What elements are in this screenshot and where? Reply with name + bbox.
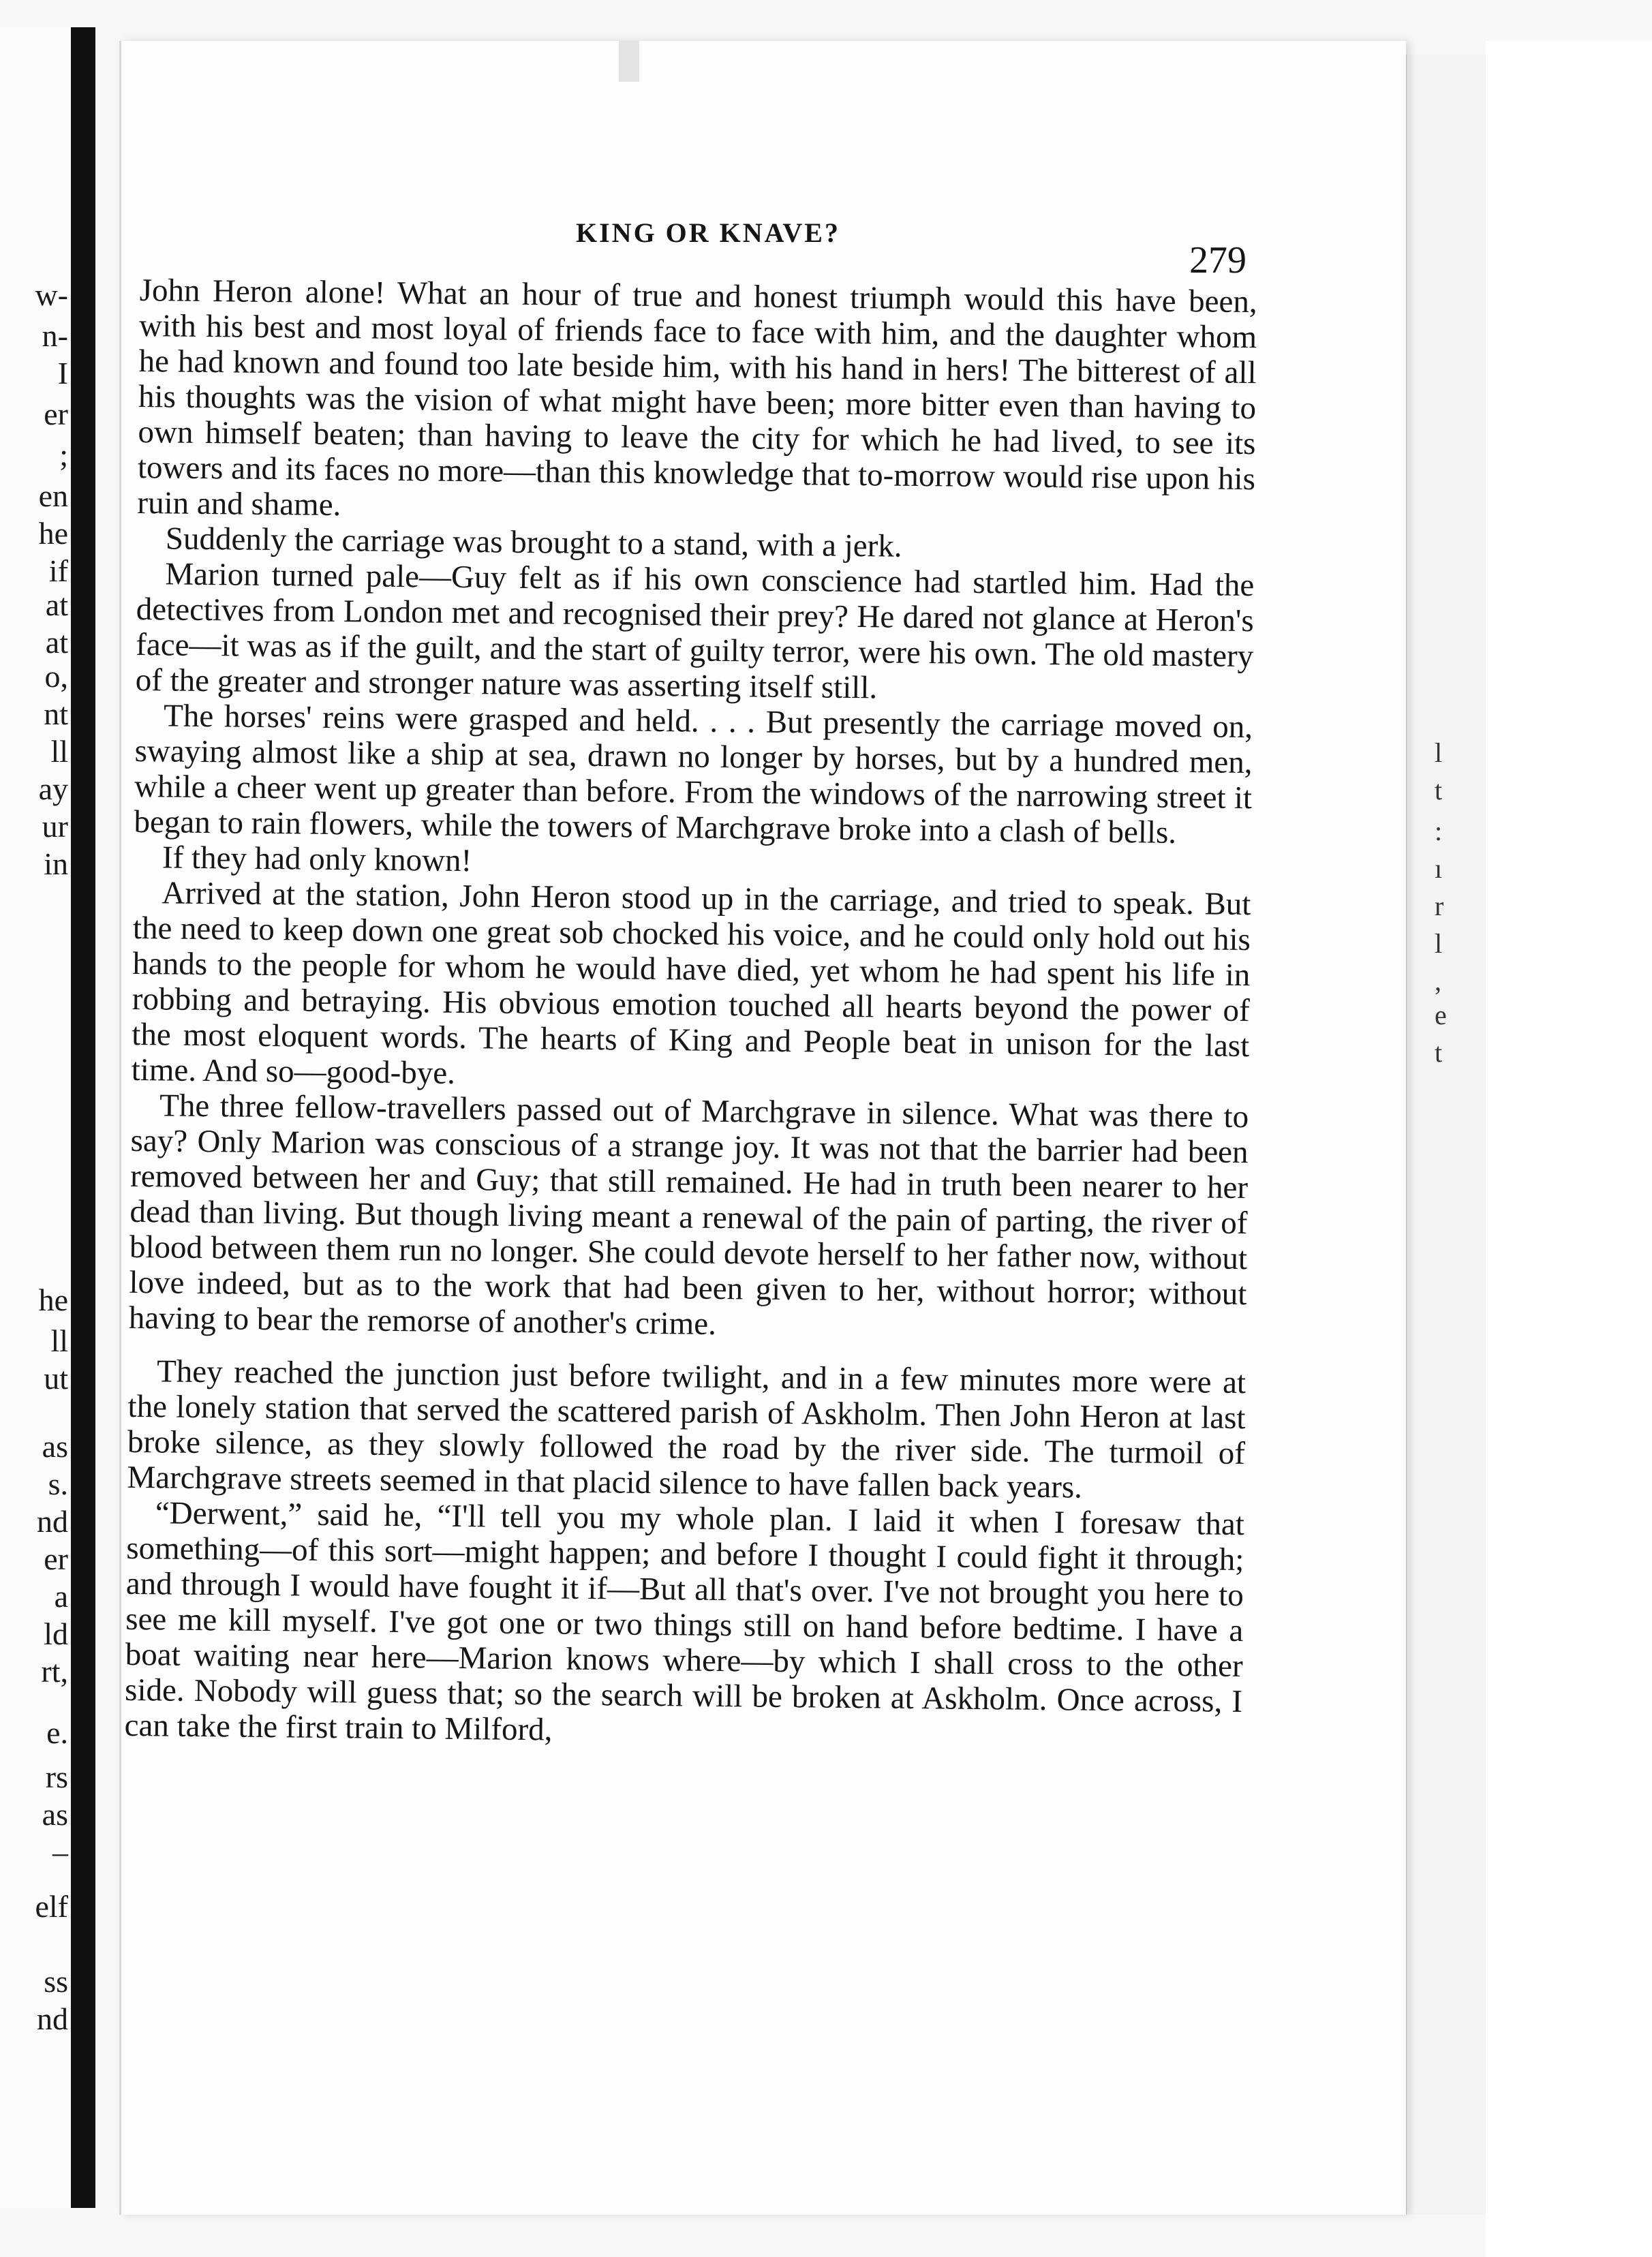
right-page-fragment: l: [1435, 928, 1443, 959]
facing-page-right-edge: [1404, 55, 1488, 2215]
left-page-fragment: as: [42, 1797, 68, 1832]
binding-shadow: [71, 27, 95, 2208]
page-number: 279: [1189, 239, 1246, 281]
left-page-fragment: n-: [42, 318, 68, 353]
right-page-fragment: ı: [1435, 853, 1443, 884]
paragraph: The three fellow-travellers passed out of Marchgrave in silence. What was there to say? Only Marion was conscious of a strange joy. It was not that the barrier had been removed between her and Guy; that still remained. He had in truth been nearer to her dead than living. But though living meant a renewal of the pain of parting, the river of blood between them run no longer. She could devote herself to her father now, without love indeed, but as to the work that had been given to her, without horror; without having to bear the remorse of another's crime.: [128, 1088, 1249, 1342]
left-page-fragment: e.: [46, 1715, 68, 1750]
left-page-fragment: elf: [35, 1889, 68, 1924]
body-text: [124, 273, 1257, 1755]
left-page-fragment: nt: [44, 696, 68, 731]
paragraph: The horses' reins were grasped and held. . . . But presently the carriage moved on, swaying almost like a ship at sea, drawn no longer by horses, but by a hundred men, while a cheer went up greater than before. From the windows of the narrowing street it began to rain flowers, while the towers of Marchgrave broke into a clash of bells.: [134, 698, 1253, 850]
left-page-fragment: ut: [44, 1361, 68, 1396]
right-page-fragment: r: [1435, 891, 1444, 921]
right-page-fragment: t: [1435, 1037, 1443, 1068]
paragraph: They reached the junction just before twilight, and in a few minutes more were at the lonely station that served the scattered parish of Askholm. Then John Heron at last broke silence, as they slowly followed the road by the river side. The turmoil of Marchgrave streets seemed in that placid silence to have fallen back years.: [127, 1353, 1246, 1505]
left-page-fragment: er: [44, 397, 68, 431]
left-page-fragment: he: [38, 1283, 68, 1317]
left-page-fragment: ss: [44, 1964, 68, 1999]
right-page-fragment: ,: [1435, 966, 1441, 996]
running-head: KING OR KNAVE?: [576, 217, 840, 248]
left-page-fragment: er: [44, 1541, 68, 1576]
left-page-fragment: en: [38, 478, 68, 513]
page-tab: [619, 41, 639, 82]
left-page-fragment: a: [54, 1579, 68, 1614]
right-page-fragment: :: [1435, 816, 1443, 846]
left-page-fragment: ll: [50, 734, 68, 769]
left-page-fragment: at: [45, 625, 68, 660]
right-page-fragment: t: [1435, 775, 1443, 805]
left-page-fragment: ay: [38, 771, 68, 806]
left-page-fragment: ur: [42, 809, 68, 844]
paragraph: Marion turned pale—Guy felt as if his own conscience had startled him. Had the detectives from London met and recognised their prey? He dared not glance at Heron's face—it was as if the guilt, and the start of guilty terror, were his own. The old mastery of the greater and stronger nature was asserting itself still.: [135, 556, 1255, 706]
left-page-fragment: he: [38, 516, 68, 551]
left-page-fragment: ;: [59, 437, 68, 472]
scan-margin-right: [1486, 41, 1652, 2257]
paragraph: If they had only known!: [162, 840, 472, 879]
left-page-fragment: s.: [48, 1467, 68, 1501]
paragraph: Arrived at the station, John Heron stood up in the carriage, and tried to speak. But the need to keep down one great sob chocked his voice, and he could only hold out his hands to the people for whom he would have died, yet whom he had spent his life in robbing and betraying. His obvious emotion touched all hearts beyond the power of the most eloquent words. The hearts of King and People beat in unison for the last time. And so—good-bye.: [131, 875, 1251, 1091]
left-page-fragment: rs: [45, 1760, 68, 1794]
left-page-fragment: –: [52, 1834, 68, 1869]
left-page-fragment: as: [42, 1429, 68, 1464]
paragraph: “Derwent,” said he, “I'll tell you my whole plan. I laid it when I foresaw that something—of this sort—might happen; and before I thought I could fight it through; and through I would have fought it if—But all that's over. I've not brought you here to see me kill myself. I've got one or two things still on hand before bedtime. I have a boat waiting near here—Marion knows where—by which I shall cross to the other side. Nobody will guess that; so the search will be broken at Askholm. Once across, I can take the first train to Milford,: [124, 1495, 1245, 1748]
left-page-fragment: ld: [44, 1616, 68, 1651]
left-page-fragment: rt,: [41, 1654, 68, 1689]
left-page-fragment: if: [48, 553, 68, 588]
left-page-fragment: in: [44, 846, 68, 881]
right-page-fragment: l: [1435, 737, 1443, 768]
left-page-fragment: nd: [37, 1504, 68, 1539]
right-page-fragment: e: [1435, 1000, 1447, 1030]
left-page-fragment: o,: [44, 659, 68, 694]
left-page-fragment: w-: [35, 277, 68, 312]
left-page-fragment: ll: [50, 1323, 68, 1358]
paragraph: Suddenly the carriage was brought to a stand, with a jerk.: [165, 521, 902, 564]
left-page-fragment: nd: [37, 2001, 68, 2036]
facing-page-left: [0, 27, 95, 2208]
left-page-fragment: I: [57, 356, 68, 390]
paragraph: John Heron alone! What an hour of true and honest triumph would this have been, with his best and most loyal of friends face to face with him, and the daughter whom he had known and found too late beside him, with his hand in hers! The bitterest of all his thoughts was the vision of what might have been; more bitter even than having to own himself beaten; than having to leave the city for which he had lived, to see its towers and its faces no more—than this knowledge that to-morrow would rise upon his ruin and shame.: [137, 273, 1257, 523]
left-page-fragment: at: [45, 587, 68, 622]
